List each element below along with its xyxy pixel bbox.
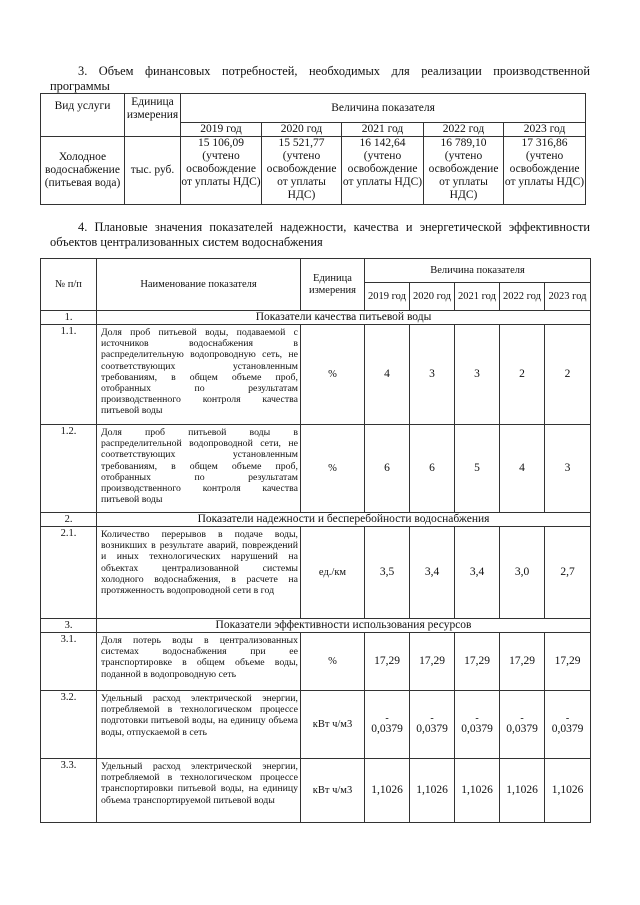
value-dash: - <box>385 712 389 724</box>
row-number: 2.1. <box>41 527 97 619</box>
section3-heading: 3. Объем финансовых потребностей, необходимых для реализации производственной программы <box>50 64 590 93</box>
value-cell: 16 789,10 (учтено освобождение от уплаты НДС) <box>424 137 504 205</box>
value-dash: - <box>475 712 479 724</box>
value-cell: 16 142,64 (учтено освобождение от уплаты НДС) <box>342 137 424 205</box>
indicator-value: 1,1026 <box>500 759 545 823</box>
row-number: 3.2. <box>41 691 97 759</box>
value-number: 0,0379 <box>551 722 584 735</box>
indicator-value: 17,29 <box>500 633 545 691</box>
year-header: 2023 год <box>504 123 586 137</box>
col-header-unit: Единица измерения <box>301 259 365 311</box>
year-header: 2022 год <box>500 283 545 311</box>
year-header: 2021 год <box>455 283 500 311</box>
year-header: 2019 год <box>181 123 262 137</box>
financial-needs-table <box>40 93 586 205</box>
indicator-value: 6 <box>365 425 410 513</box>
indicators-table <box>40 258 591 823</box>
indicator-value <box>500 691 545 759</box>
value-number: 0,0379 <box>461 722 493 735</box>
year-header: 2023 год <box>545 283 591 311</box>
indicator-value: 1,1026 <box>365 759 410 823</box>
year-header: 2020 год <box>262 123 342 137</box>
year-header: 2019 год <box>365 283 410 311</box>
value-number: 0,0379 <box>371 722 403 735</box>
indicator-value <box>365 691 410 759</box>
indicator-unit: % <box>301 425 365 513</box>
indicator-value: 1,1026 <box>455 759 500 823</box>
indicator-unit: % <box>301 325 365 425</box>
value-number: 0,0379 <box>416 722 448 735</box>
section-number: 1. <box>41 311 97 325</box>
indicator-name: Удельный расход электрической энергии, потребляемой в технологическом процессе транспортировки питьевой воды, на единицу объема транспортируемой питьевой воды <box>97 759 301 823</box>
indicator-name: Доля проб питьевой воды, подаваемой с источников водоснабжения в распределительную водопроводную сеть, не соответствующих установленным требованиям, в общем объеме проб, отобранных по результатам производственного контроля качества питьевой воды <box>97 325 301 425</box>
value-dash: - <box>565 712 570 724</box>
indicator-value: 2 <box>500 325 545 425</box>
value-cell: 15 521,77 (учтено освобождение от уплаты НДС) <box>262 137 342 205</box>
indicator-value: 17,29 <box>545 633 591 691</box>
section-number: 2. <box>41 513 97 527</box>
row-number: 1.1. <box>41 325 97 425</box>
unit-cell: тыс. руб. <box>125 137 181 205</box>
indicator-value: 17,29 <box>410 633 455 691</box>
section-number: 3. <box>41 619 97 633</box>
col-header-num: № п/п <box>41 259 97 311</box>
indicator-value: 2,7 <box>545 527 591 619</box>
indicator-value: 17,29 <box>455 633 500 691</box>
indicator-value: 4 <box>365 325 410 425</box>
indicator-value: 3,5 <box>365 527 410 619</box>
indicator-value: 3 <box>455 325 500 425</box>
section-title: Показатели эффективности использования ресурсов <box>97 619 591 633</box>
indicator-value: 3 <box>545 425 591 513</box>
indicator-value: 2 <box>545 325 591 425</box>
col-header-unit: Единица измерения <box>125 94 181 137</box>
indicator-value: 17,29 <box>365 633 410 691</box>
value-cell: 15 106,09 (учтено освобождение от уплаты НДС) <box>181 137 262 205</box>
service-cell: Холодное водоснабжение (питьевая вода) <box>41 137 125 205</box>
indicator-value: 5 <box>455 425 500 513</box>
indicator-unit: кВт ч/м3 <box>301 691 365 759</box>
row-number: 3.1. <box>41 633 97 691</box>
indicator-unit: кВт ч/м3 <box>301 759 365 823</box>
indicator-value <box>545 691 591 759</box>
indicator-value <box>455 691 500 759</box>
indicator-value <box>410 691 455 759</box>
indicator-name: Доля потерь воды в централизованных системах водоснабжения при ее транспортировке в общем объеме воды, поданной в водопроводную сеть <box>97 633 301 691</box>
value-dash: - <box>520 712 524 724</box>
indicator-value: 1,1026 <box>545 759 591 823</box>
value-cell: 17 316,86 (учтено освобождение от уплаты НДС) <box>504 137 586 205</box>
col-header-value: Величина показателя <box>181 94 586 123</box>
indicator-value: 3,4 <box>410 527 455 619</box>
value-dash: - <box>430 712 434 724</box>
col-header-service: Вид услуги <box>41 94 125 137</box>
indicator-name: Количество перерывов в подаче воды, возникших в результате аварий, повреждений и иных технологических нарушений на объектах централизованной системы холодного водоснабжения, в расчете на протяженность водопроводной сети в год <box>97 527 301 619</box>
indicator-name: Доля проб питьевой воды в распределительной водопроводной сети, не соответствующих установленным требованиям, в общем объеме проб, отобранных по результатам производственного контроля качества питьевой воды <box>97 425 301 513</box>
indicator-unit: % <box>301 633 365 691</box>
row-number: 1.2. <box>41 425 97 513</box>
col-header-value: Величина показателя <box>365 259 591 283</box>
year-header: 2021 год <box>342 123 424 137</box>
indicator-unit: ед./км <box>301 527 365 619</box>
value-number: 0,0379 <box>506 722 538 735</box>
indicator-value: 6 <box>410 425 455 513</box>
section-title: Показатели качества питьевой воды <box>97 311 591 325</box>
indicator-value: 1,1026 <box>410 759 455 823</box>
indicator-value: 3 <box>410 325 455 425</box>
section-title: Показатели надежности и бесперебойности водоснабжения <box>97 513 591 527</box>
indicator-value: 3,0 <box>500 527 545 619</box>
indicator-value: 4 <box>500 425 545 513</box>
col-header-name: Наименование показателя <box>97 259 301 311</box>
indicator-name: Удельный расход электрической энергии, потребляемой в технологическом процессе подготовки питьевой воды, на единицу объема воды, отпускаемой в сеть <box>97 691 301 759</box>
year-header: 2020 год <box>410 283 455 311</box>
year-header: 2022 год <box>424 123 504 137</box>
row-number: 3.3. <box>41 759 97 823</box>
indicator-value: 3,4 <box>455 527 500 619</box>
section4-heading: 4. Плановые значения показателей надежности, качества и энергетической эффективности объектов централизованных систем водоснабжения <box>50 220 590 249</box>
